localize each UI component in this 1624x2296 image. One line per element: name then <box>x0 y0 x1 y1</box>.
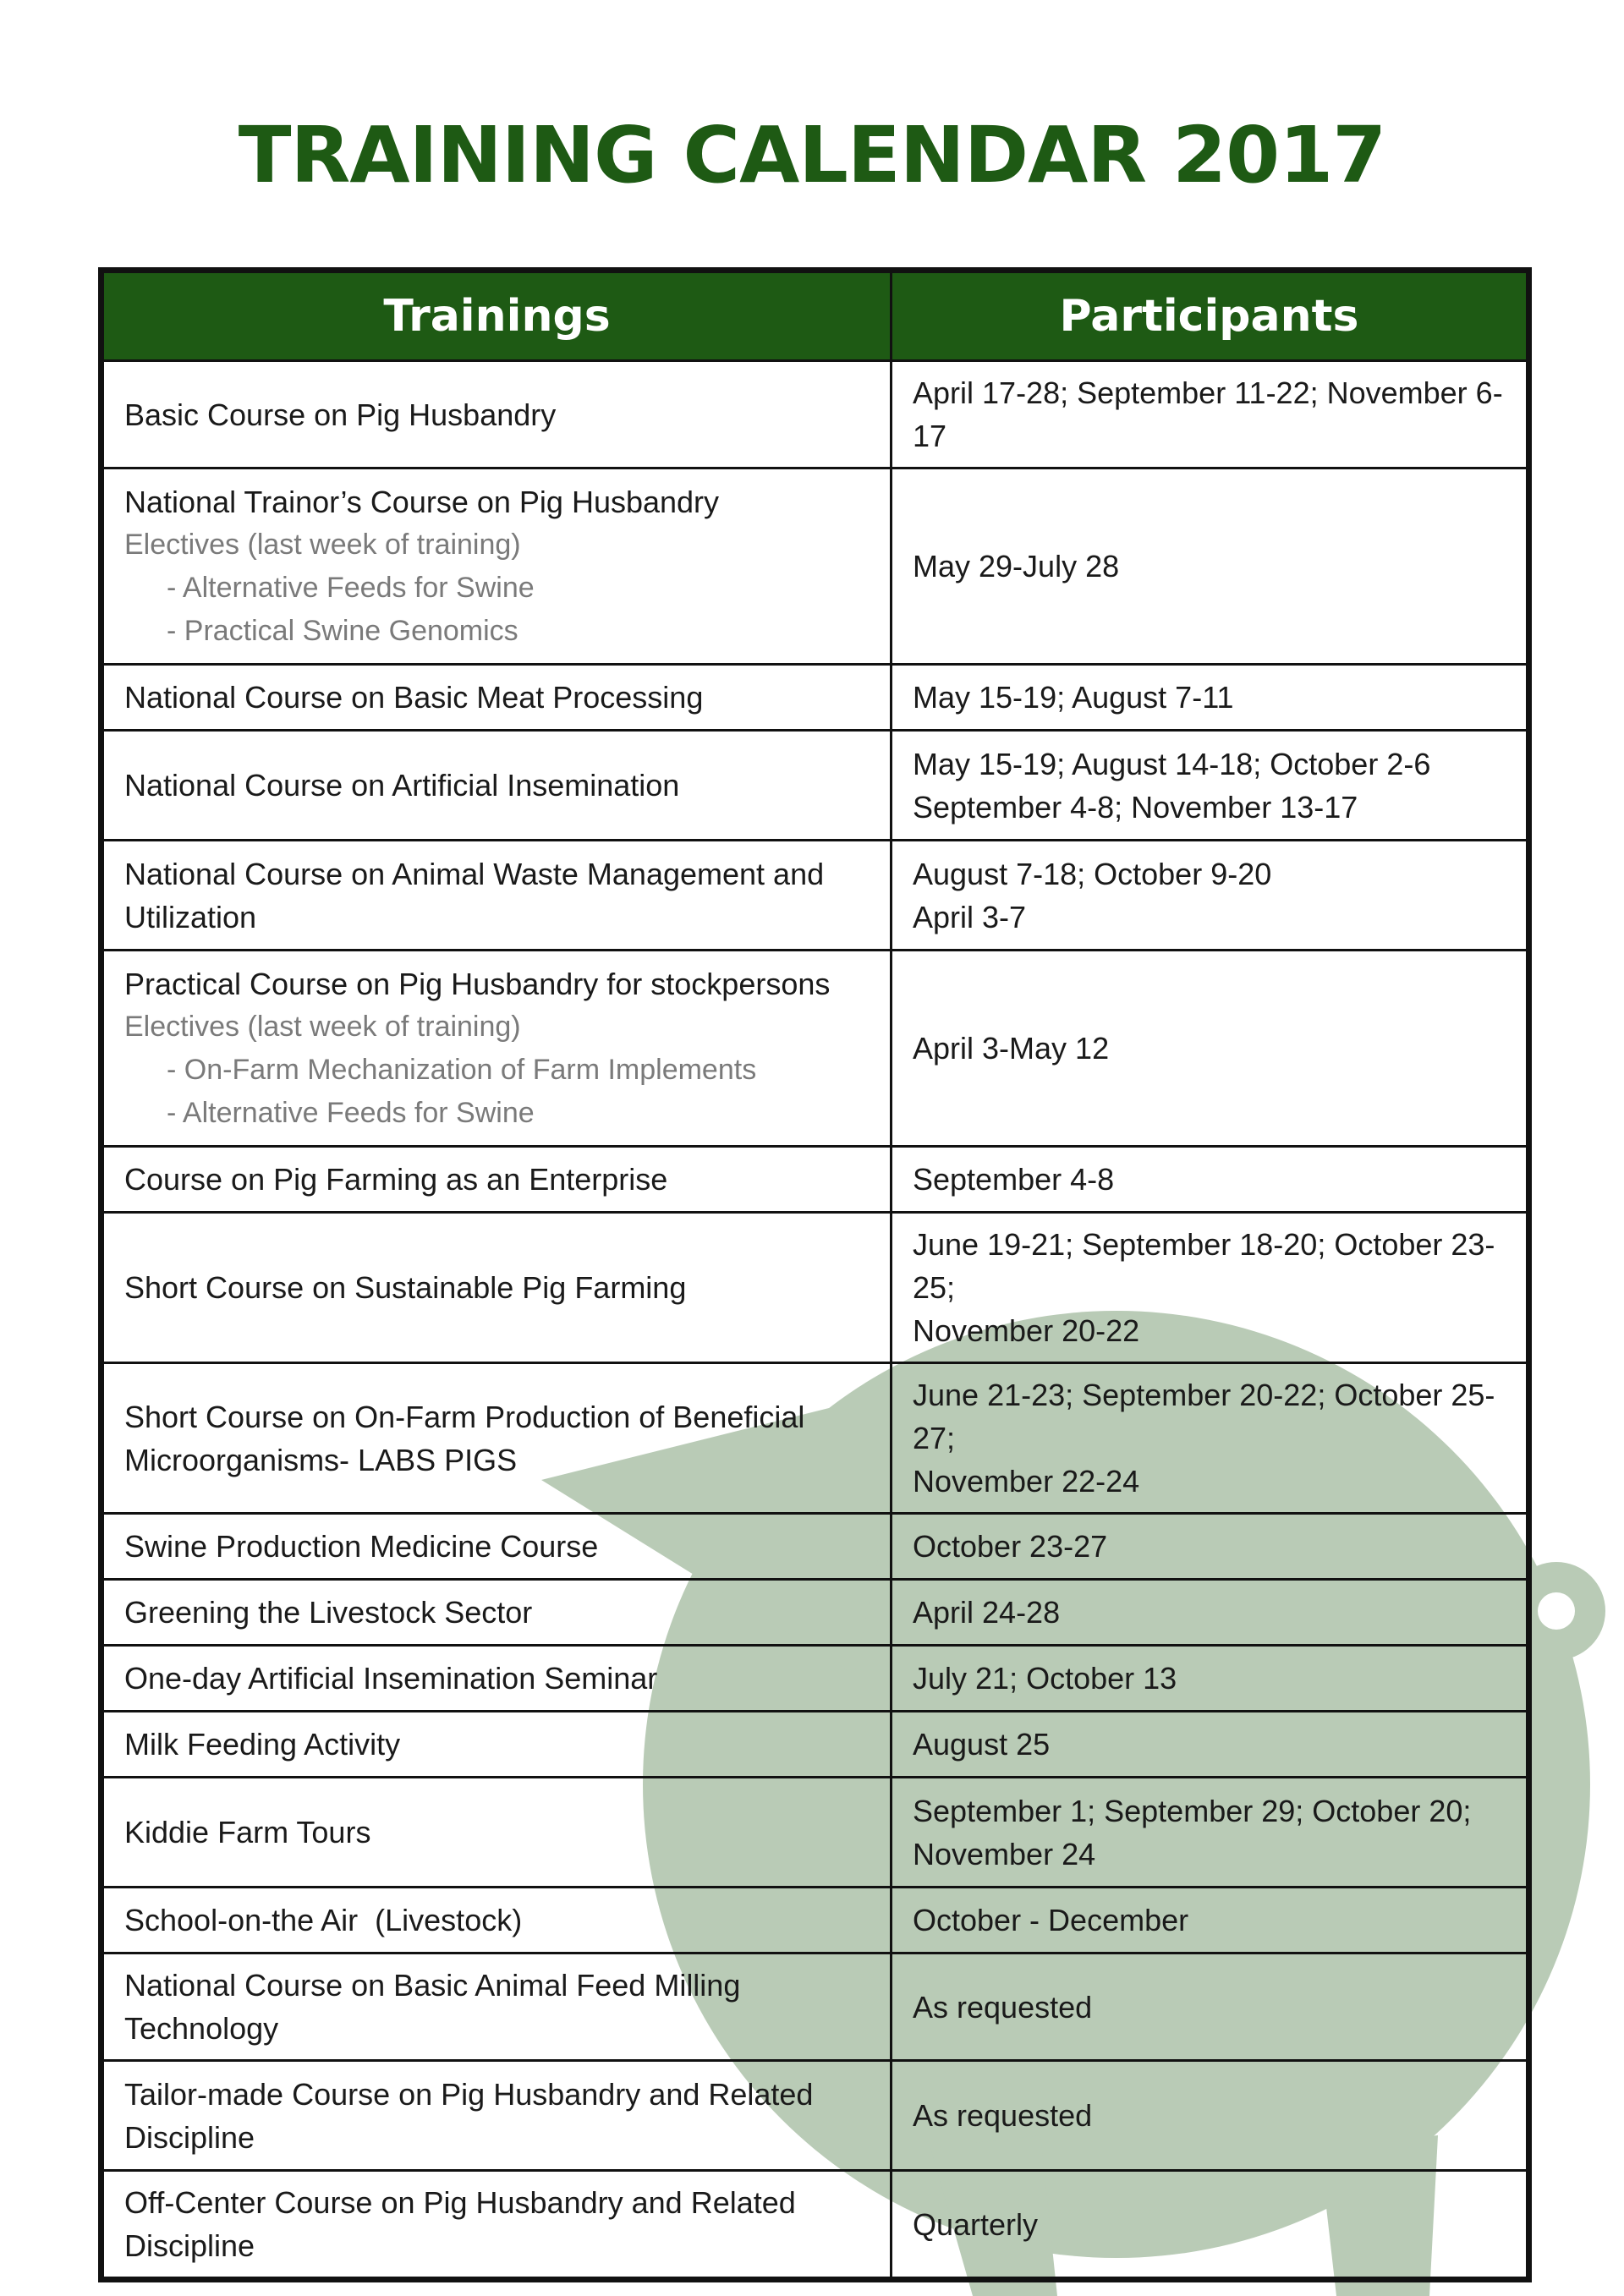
elective-item: - On-Farm Mechanization of Farm Implements <box>167 1053 757 1086</box>
table-row <box>102 1363 1529 1514</box>
date-line: April 24-28 <box>913 1595 1061 1630</box>
training-name: Short Course on Sustainable Pig Farming <box>102 1213 892 1363</box>
training-dates <box>892 665 1529 731</box>
date-line: October 23-27 <box>913 1529 1108 1564</box>
training-name: Practical Course on Pig Husbandry for stockpersons <box>124 966 831 1001</box>
training-name: National Trainor’s Course on Pig Husbandry <box>124 484 720 519</box>
training-name: National Course on Artificial Insemination <box>102 731 892 841</box>
electives-label: Electives (last week of training) <box>124 528 521 561</box>
training-cell <box>102 951 892 1147</box>
training-dates <box>892 1514 1529 1580</box>
training-dates <box>892 951 1529 1147</box>
training-dates <box>892 1363 1529 1514</box>
training-dates <box>892 1712 1529 1778</box>
training-name: National Course on Basic Meat Processing <box>102 665 892 731</box>
training-name: Greening the Livestock Sector <box>102 1580 892 1646</box>
table-row <box>102 665 1529 731</box>
table-row <box>102 1646 1529 1712</box>
date-line: May 15-19; August 14-18; October 2-6 <box>913 746 1431 781</box>
training-dates <box>892 1646 1529 1712</box>
date-line: As requested <box>913 1989 1093 2025</box>
training-name: Basic Course on Pig Husbandry <box>102 361 892 469</box>
table-row <box>102 1954 1529 2061</box>
table-row <box>102 1778 1529 1888</box>
date-line: August 25 <box>913 1727 1051 1762</box>
training-dates <box>892 469 1529 665</box>
training-name: One-day Artificial Insemination Seminar <box>102 1646 892 1712</box>
date-line: July 21; October 13 <box>913 1661 1177 1696</box>
table-row <box>102 1147 1529 1213</box>
date-line: As requested <box>913 2098 1093 2133</box>
training-name: Kiddie Farm Tours <box>102 1778 892 1888</box>
training-name: National Course on Basic Animal Feed Milling Technology <box>102 1954 892 2061</box>
table-row <box>102 1580 1529 1646</box>
training-name: School-on-the Air (Livestock) <box>102 1888 892 1954</box>
date-line: November 24 <box>913 1836 1096 1871</box>
training-calendar-table <box>98 267 1532 2282</box>
date-line: November 22-24 <box>913 1464 1140 1499</box>
date-line: September 4-8; November 13-17 <box>913 789 1358 825</box>
date-line: June 19-21; September 18-20; October 23-25; <box>913 1227 1495 1305</box>
table-row <box>102 1888 1529 1954</box>
training-dates <box>892 1213 1529 1363</box>
table-row <box>102 1514 1529 1580</box>
date-line: May 15-19; August 7-11 <box>913 680 1234 715</box>
header-participants: Participants <box>892 271 1529 361</box>
page-title: TRAINING CALENDAR 2017 <box>238 110 1386 200</box>
training-dates <box>892 361 1529 469</box>
elective-item: - Alternative Feeds for Swine <box>167 1096 535 1129</box>
date-line: April 3-7 <box>913 899 1027 934</box>
table-row <box>102 951 1529 1147</box>
training-dates <box>892 2171 1529 2280</box>
training-name: Milk Feeding Activity <box>102 1712 892 1778</box>
training-name: National Course on Animal Waste Management and Utilization <box>102 841 892 951</box>
date-line: November 20-22 <box>913 1313 1140 1348</box>
table-row <box>102 1712 1529 1778</box>
date-line: June 21-23; September 20-22; October 25-27; <box>913 1378 1495 1455</box>
training-dates <box>892 1580 1529 1646</box>
training-name: Swine Production Medicine Course <box>102 1514 892 1580</box>
table-row <box>102 2171 1529 2280</box>
date-line: September 4-8 <box>913 1162 1115 1197</box>
date-line: September 1; September 29; October 20; <box>913 1793 1472 1828</box>
date-line: April 3-May 12 <box>913 1031 1110 1066</box>
header-trainings: Trainings <box>102 271 892 361</box>
table-row <box>102 1213 1529 1363</box>
training-name: Tailor-made Course on Pig Husbandry and Related Discipline <box>102 2061 892 2171</box>
table-row <box>102 469 1529 665</box>
training-cell <box>102 469 892 665</box>
date-line: Quarterly <box>913 2206 1039 2242</box>
training-dates <box>892 1778 1529 1888</box>
date-line: April 17-28; September 11-22; November 6-17 <box>913 375 1503 453</box>
training-name: Short Course on On-Farm Production of Beneficial Microorganisms- LABS PIGS <box>102 1363 892 1514</box>
training-calendar-table-wrapper <box>98 267 1526 2282</box>
training-name: Course on Pig Farming as an Enterprise <box>102 1147 892 1213</box>
table-row <box>102 2061 1529 2171</box>
date-line: October - December <box>913 1903 1189 1937</box>
training-dates <box>892 1888 1529 1954</box>
training-dates <box>892 841 1529 951</box>
training-dates <box>892 1954 1529 2061</box>
training-dates <box>892 1147 1529 1213</box>
training-name: Off-Center Course on Pig Husbandry and Related Discipline <box>102 2171 892 2280</box>
table-row <box>102 841 1529 951</box>
electives-label: Electives (last week of training) <box>124 1010 521 1043</box>
table-header-row <box>102 271 1529 361</box>
table-row <box>102 361 1529 469</box>
elective-item: - Alternative Feeds for Swine <box>167 571 535 604</box>
elective-item: - Practical Swine Genomics <box>167 614 518 647</box>
training-dates <box>892 731 1529 841</box>
table-row <box>102 731 1529 841</box>
date-line: August 7-18; October 9-20 <box>913 856 1272 891</box>
training-dates <box>892 2061 1529 2171</box>
date-line: May 29-July 28 <box>913 549 1120 584</box>
